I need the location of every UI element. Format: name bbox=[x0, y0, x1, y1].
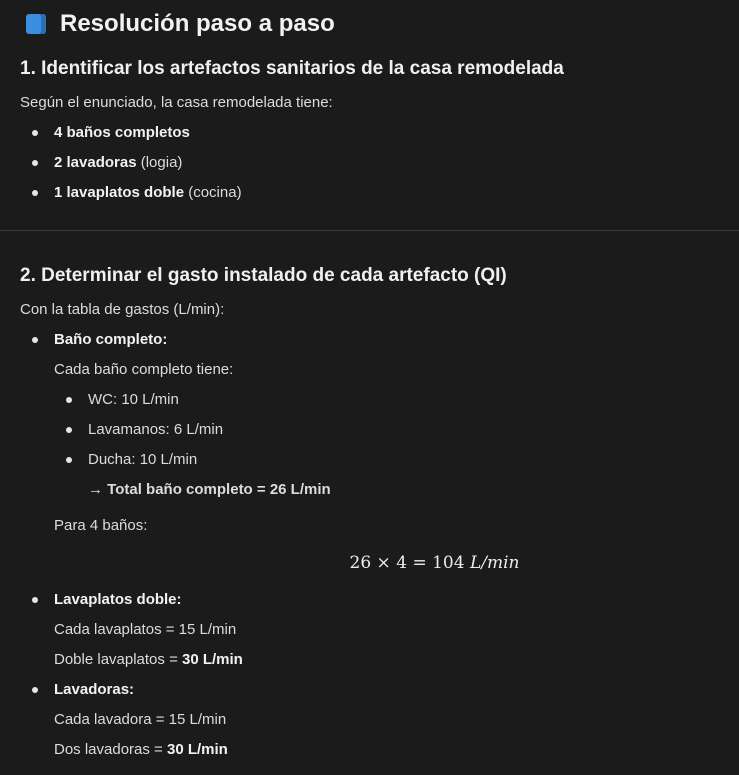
list-item: Ducha: 10 L/min bbox=[54, 445, 719, 475]
lavadoras-line1: Cada lavadora = 15 L/min bbox=[54, 711, 227, 728]
bano-total: → Total baño completo = 26 L/min bbox=[88, 481, 331, 498]
lavadoras-list bbox=[20, 675, 719, 705]
section1-list bbox=[20, 118, 719, 208]
eq-op: × bbox=[376, 553, 391, 573]
book-icon bbox=[26, 14, 46, 34]
lavaplatos-line2 bbox=[20, 645, 719, 675]
list-item bbox=[20, 118, 719, 148]
eq-equals: = bbox=[412, 553, 427, 573]
title-row bbox=[20, 0, 719, 48]
eq-result: 104 bbox=[432, 553, 465, 573]
list-item: Lavamanos: 6 L/min bbox=[54, 415, 719, 445]
lavaplatos-label: Lavaplatos doble: bbox=[54, 591, 182, 608]
bano-para: Para 4 baños: bbox=[54, 517, 148, 534]
lavadoras-line2-prefix: Dos lavadoras = bbox=[54, 741, 167, 758]
divider bbox=[0, 230, 739, 231]
eq-a: 26 bbox=[349, 553, 372, 573]
list-item-lavaplatos bbox=[20, 585, 719, 615]
section1-heading: 1. Identificar los artefactos sanitarios de la casa remodelada bbox=[20, 58, 564, 79]
lavaplatos-line2-prefix: Doble lavaplatos = bbox=[54, 651, 182, 668]
list-item-bano bbox=[20, 325, 719, 355]
bano-sublist bbox=[20, 385, 719, 475]
lavaplatos-line1: Cada lavaplatos = 15 L/min bbox=[54, 621, 237, 638]
list-item: WC: 10 L/min bbox=[54, 385, 719, 415]
bano-label: Baño completo: bbox=[54, 331, 168, 348]
lavaplatos-list bbox=[20, 585, 719, 615]
item-bold: 2 lavadoras bbox=[54, 154, 137, 171]
lavaplatos-line2-value: 30 L/min bbox=[182, 651, 243, 668]
item-rest: (cocina) bbox=[184, 184, 242, 201]
section2-list bbox=[20, 325, 719, 355]
bano-desc: Cada baño completo tiene: bbox=[54, 361, 234, 378]
section2-intro: Con la tabla de gastos (L/min): bbox=[20, 301, 225, 318]
page-title: Resolución paso a paso bbox=[60, 10, 335, 37]
list-item bbox=[20, 148, 719, 178]
eq-b: 4 bbox=[396, 553, 408, 573]
lavadoras-line2-value: 30 L/min bbox=[166, 741, 228, 758]
eq-unit: L/min bbox=[469, 553, 520, 573]
list-item bbox=[20, 178, 719, 208]
item-rest: (logia) bbox=[136, 154, 183, 171]
lavadoras-line2 bbox=[20, 735, 719, 765]
equation bbox=[20, 541, 719, 585]
section2-heading: 2. Determinar el gasto instalado de cada artefacto (QI) bbox=[20, 265, 507, 286]
section1-intro: Según el enunciado, la casa remodelada tiene: bbox=[20, 94, 333, 111]
list-item-lavadoras bbox=[20, 675, 719, 705]
item-bold: 1 lavaplatos doble bbox=[54, 184, 185, 201]
lavadoras-label: Lavadoras: bbox=[54, 681, 135, 698]
item-bold: 4 baños completos bbox=[54, 124, 190, 141]
